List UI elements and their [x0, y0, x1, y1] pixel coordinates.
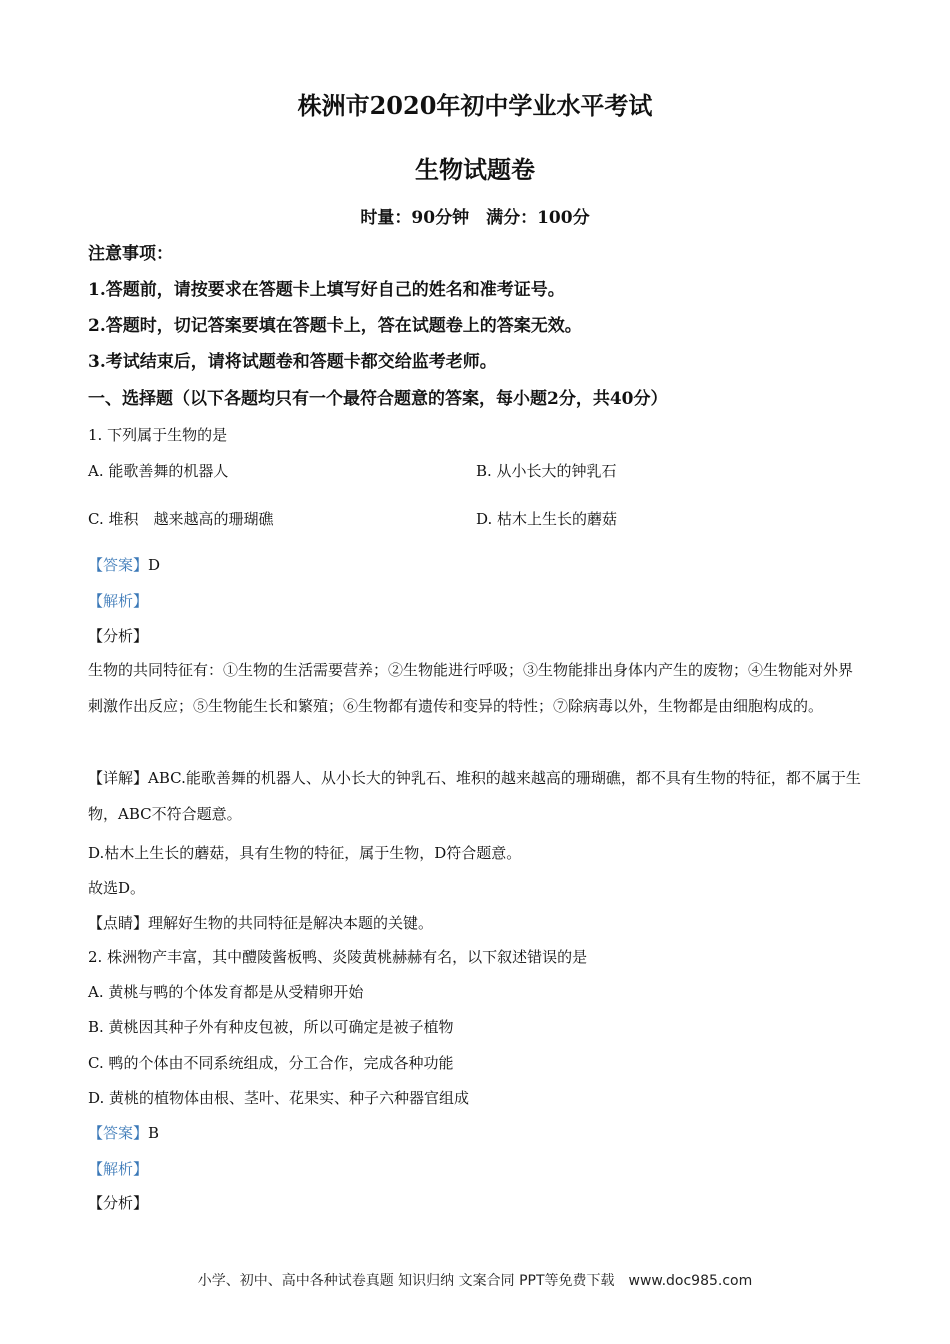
time-info: 时量：90分钟 满分：100分: [360, 208, 590, 228]
question-stem: 2. 株洲物产丰富，其中醴陵酱板鸭、炎陵黄桃赫赫有名，以下叙述错误的是: [88, 948, 588, 966]
comment-line: 【点睛】理解好生物的共同特征是解决本题的关键。: [88, 914, 434, 932]
notice-item: 3.考试结束后，请将试题卷和答题卡都交给监考老师。: [88, 352, 497, 372]
question-stem: 1. 下列属于生物的是: [88, 426, 228, 444]
fenxi-tag: 【分析】: [88, 1194, 149, 1212]
answer-value: B: [148, 1124, 160, 1142]
fenxi-tag: 【分析】: [88, 627, 149, 645]
answer-line: [88, 1123, 159, 1143]
section-heading: 一、选择题（以下各题均只有一个最符合题意的答案，每小题2分，共40分）: [88, 389, 668, 409]
detail-d: D.枯木上生长的蘑菇，具有生物的特征，属于生物，D符合题意。: [88, 844, 522, 862]
option-a: A. 能歌善舞的机器人: [88, 462, 229, 480]
option-a: A. 黄桃与鸭的个体发育都是从受精卵开始: [88, 983, 364, 1001]
answer-tag: 【答案】: [88, 1124, 149, 1142]
fenxi-text: 生物的共同特征有：①生物的生活需要营养；②生物能进行呼吸；③生物能排出身体内产生的废物；④生物能对外界刺激作出反应；⑤生物能生长和繁殖；⑥生物都有遗传和变异的特性；⑦除病毒以外，生物都是由细胞构成的。: [88, 661, 854, 715]
option-c: C. 鸭的个体由不同系统组成，分工合作，完成各种功能: [88, 1054, 454, 1072]
notice-heading: 注意事项：: [88, 244, 173, 264]
analysis-tag: 【解析】: [88, 592, 149, 610]
option-d: D. 枯木上生长的蘑菇: [476, 510, 618, 528]
analysis-tag: 【解析】: [88, 1160, 149, 1178]
notice-item: 2.答题时，切记答案要填在答题卡上，答在试题卷上的答案无效。: [88, 316, 582, 336]
detail-text: 【详解】ABC.能歌善舞的机器人、从小长大的钟乳石、堆积的越来越高的珊瑚礁，都不具有生物的特征，都不属于生物，ABC不符合题意。: [88, 769, 861, 823]
answer-line: [88, 555, 160, 575]
answer-tag: 【答案】: [88, 556, 149, 574]
notice-item: 1.答题前，请按要求在答题卡上填写好自己的姓名和准考证号。: [88, 280, 565, 300]
page-title: 株洲市2020年初中学业水平考试: [297, 91, 653, 120]
option-b: B. 从小长大的钟乳石: [476, 462, 617, 480]
page-footer: 小学、初中、高中各种试卷真题 知识归纳 文案合同 PPT等免费下载 www.doc985.com: [197, 1273, 753, 1289]
option-c: C. 堆积 越来越高的珊瑚礁: [88, 510, 274, 528]
choose-line: 故选D。: [88, 879, 146, 897]
option-b: B. 黄桃因其种子外有种皮包被，所以可确定是被子植物: [88, 1018, 454, 1036]
option-d: D. 黄桃的植物体由根、茎叶、花果实、种子六种器官组成: [88, 1089, 470, 1107]
page-subtitle: 生物试题卷: [415, 155, 535, 184]
answer-value: D: [148, 556, 161, 574]
